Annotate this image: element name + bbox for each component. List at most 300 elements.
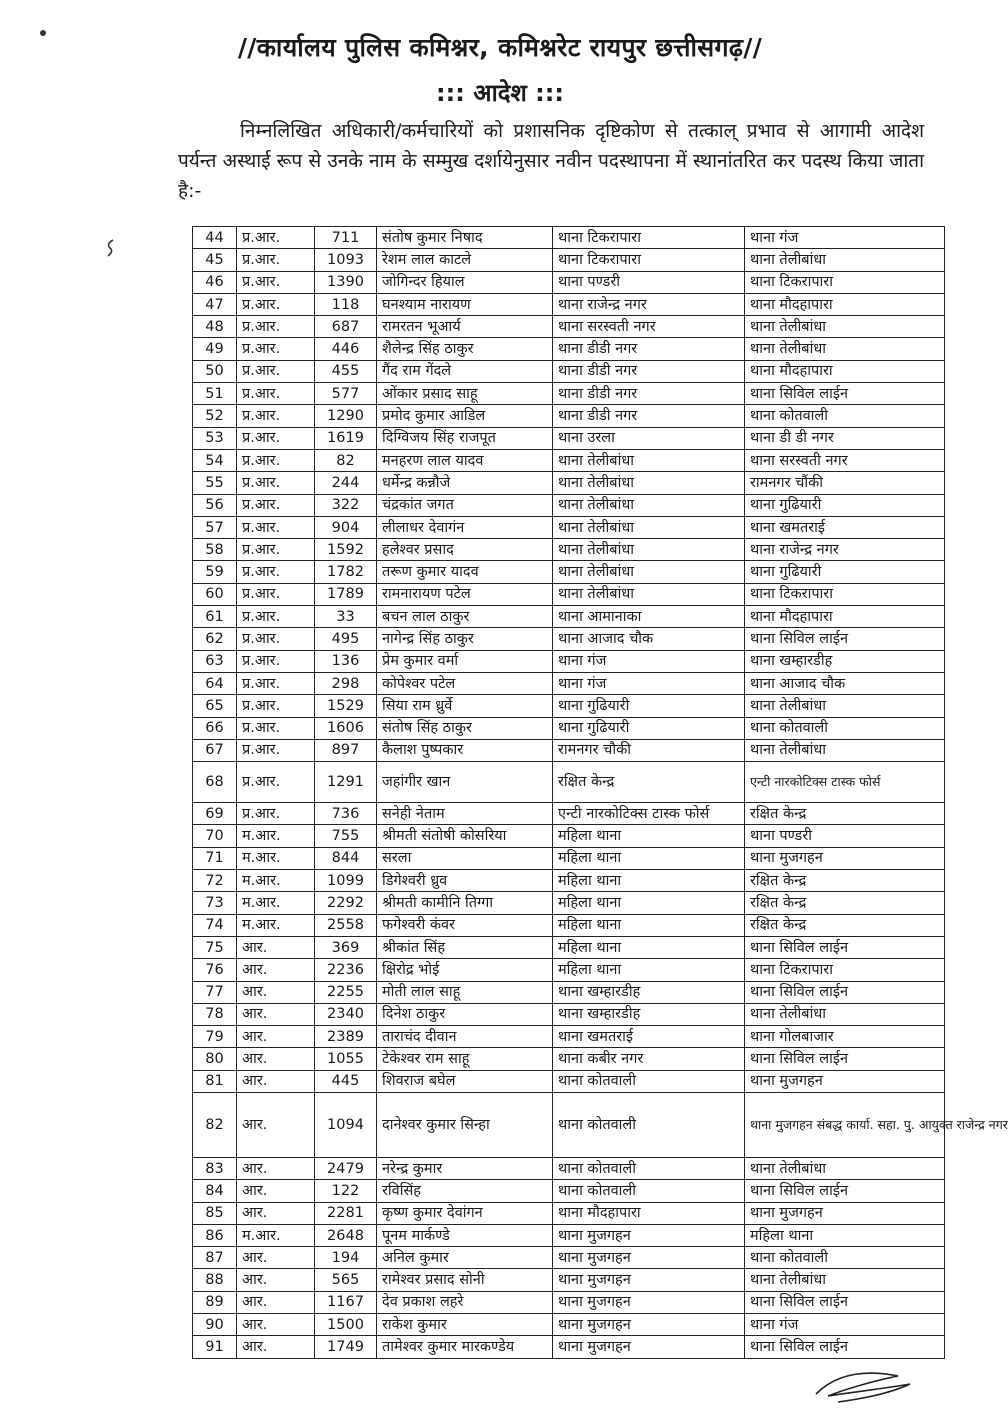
rank-cell: म.आर. [237, 870, 315, 892]
rank-cell: प्र.आर. [237, 650, 315, 672]
serial-number-cell: 67 [193, 739, 237, 761]
new-posting-cell: थाना सरस्वती नगर [745, 449, 945, 471]
table-row [193, 892, 945, 914]
employee-name-cell: कृष्ण कुमार देवांगन [377, 1202, 553, 1224]
rank-cell: म.आर. [237, 825, 315, 847]
serial-number-cell: 86 [193, 1224, 237, 1246]
employee-name-cell: हलेश्वर प्रसाद [377, 539, 553, 561]
new-posting-cell: थाना तेलीबांधा [745, 1269, 945, 1291]
table-row [193, 650, 945, 672]
rank-cell: आर. [237, 1003, 315, 1025]
new-posting-cell: थाना तेलीबांधा [745, 695, 945, 717]
badge-number-cell: 1167 [315, 1291, 377, 1313]
transfer-table [192, 226, 1008, 1359]
table-row [193, 762, 945, 803]
current-posting-cell: थाना गंज [553, 672, 745, 694]
rank-cell: प्र.आर. [237, 539, 315, 561]
rank-cell: प्र.आर. [237, 803, 315, 825]
employee-name-cell: प्रेम कुमार वर्मा [377, 650, 553, 672]
rank-cell: प्र.आर. [237, 695, 315, 717]
badge-number-cell: 2340 [315, 1003, 377, 1025]
current-posting-cell: थाना कोतवाली [553, 1070, 745, 1092]
table-row [193, 1026, 945, 1048]
serial-number-cell: 62 [193, 628, 237, 650]
rank-cell: आर. [237, 1314, 315, 1336]
table-row [193, 847, 945, 869]
badge-number-cell: 1094 [315, 1092, 377, 1157]
new-posting-cell: रक्षित केन्द्र [745, 914, 945, 936]
new-posting-cell: थाना पण्डरी [745, 825, 945, 847]
employee-name-cell: बचन लाल ठाकुर [377, 606, 553, 628]
rank-cell: आर. [237, 1202, 315, 1224]
table-row [193, 383, 945, 405]
serial-number-cell: 76 [193, 959, 237, 981]
new-posting-cell: थाना मौदहापारा [745, 606, 945, 628]
employee-name-cell: टेकेश्वर राम साहू [377, 1048, 553, 1070]
current-posting-cell: थाना कबीर नगर [553, 1048, 745, 1070]
current-posting-cell: थाना तेलीबांधा [553, 494, 745, 516]
rank-cell: प्र.आर. [237, 628, 315, 650]
badge-number-cell: 33 [315, 606, 377, 628]
rank-cell: प्र.आर. [237, 717, 315, 739]
current-posting-cell: महिला थाना [553, 936, 745, 958]
badge-number-cell: 844 [315, 847, 377, 869]
table-row [193, 360, 945, 382]
rank-cell: आर. [237, 1157, 315, 1179]
employee-name-cell: रामेश्वर प्रसाद सोनी [377, 1269, 553, 1291]
employee-name-cell: नागेन्द्र सिंह ठाकुर [377, 628, 553, 650]
current-posting-cell: थाना डीडी नगर [553, 360, 745, 382]
employee-name-cell: रामरतन भूआर्य [377, 316, 553, 338]
badge-number-cell: 136 [315, 650, 377, 672]
new-posting-cell: थाना खमतराई [745, 516, 945, 538]
badge-number-cell: 322 [315, 494, 377, 516]
badge-number-cell: 736 [315, 803, 377, 825]
serial-number-cell: 66 [193, 717, 237, 739]
employee-name-cell: सनेही नेताम [377, 803, 553, 825]
employee-name-cell: नरेन्द्र कुमार [377, 1157, 553, 1179]
table-row [193, 1291, 945, 1313]
rank-cell: आर. [237, 1180, 315, 1202]
table-row [193, 516, 945, 538]
employee-name-cell: सिया राम ध्रुर्वे [377, 695, 553, 717]
rank-cell: आर. [237, 981, 315, 1003]
current-posting-cell: थाना मुजगहन [553, 1269, 745, 1291]
badge-number-cell: 194 [315, 1247, 377, 1269]
serial-number-cell: 49 [193, 338, 237, 360]
new-posting-cell: थाना कोतवाली [745, 717, 945, 739]
current-posting-cell: एन्टी नारकोटिक्स टास्क फोर्स [553, 803, 745, 825]
employee-name-cell: कैलाश पुष्पकार [377, 739, 553, 761]
employee-name-cell: पूनम मार्कण्डे [377, 1224, 553, 1246]
employee-name-cell: श्रीमती कामीनि तिग्गा [377, 892, 553, 914]
rank-cell: प्र.आर. [237, 271, 315, 293]
serial-number-cell: 85 [193, 1202, 237, 1224]
serial-number-cell: 61 [193, 606, 237, 628]
employee-name-cell: ताराचंद दीवान [377, 1026, 553, 1048]
new-posting-cell: रक्षित केन्द्र [745, 892, 945, 914]
badge-number-cell: 1749 [315, 1336, 377, 1358]
employee-name-cell: जहांगीर खान [377, 762, 553, 803]
new-posting-cell: थाना सिविल लाईन [745, 1180, 945, 1202]
serial-number-cell: 51 [193, 383, 237, 405]
rank-cell: आर. [237, 1269, 315, 1291]
current-posting-cell: थाना तेलीबांधा [553, 583, 745, 605]
new-posting-cell: थाना सिविल लाईन [745, 1291, 945, 1313]
employee-name-cell: लीलाधर देवागंन [377, 516, 553, 538]
serial-number-cell: 58 [193, 539, 237, 561]
margin-mark [104, 238, 118, 258]
table-row [193, 825, 945, 847]
table-row [193, 628, 945, 650]
serial-number-cell: 68 [193, 762, 237, 803]
badge-number-cell: 1606 [315, 717, 377, 739]
current-posting-cell: थाना पण्डरी [553, 271, 745, 293]
employee-name-cell: जोगिन्दर हियाल [377, 271, 553, 293]
employee-name-cell: धर्मेन्द्र कन्नौजे [377, 472, 553, 494]
new-posting-cell: थाना मौदहापारा [745, 360, 945, 382]
current-posting-cell: थाना खम्हारडीह [553, 1003, 745, 1025]
employee-name-cell: दिग्विजय सिंह राजपूत [377, 427, 553, 449]
order-intro-paragraph: निम्नलिखित अधिकारी/कर्मचारियों को प्रशासनिक दृष्टिकोण से तत्काल् प्रभाव से आगामी आदेश पर्यन्त अस्थाई रूप से उनके नाम के सम्मुख दर्शायेनुसार नवीन पदस्थापना में स्थानांतरित कर पदस्थ किया जाता है:- [178, 120, 924, 202]
new-posting-cell: थाना मुजगहन संबद्ध कार्या. सहा. पु. आयुक्त राजेन्द्र नगर [745, 1092, 945, 1157]
current-posting-cell: महिला थाना [553, 870, 745, 892]
new-posting-cell: थाना तेलीबांधा [745, 338, 945, 360]
employee-name-cell: चंद्रकांत जगत [377, 494, 553, 516]
badge-number-cell: 1592 [315, 539, 377, 561]
current-posting-cell: थाना मुजगहन [553, 1314, 745, 1336]
serial-number-cell: 57 [193, 516, 237, 538]
current-posting-cell: महिला थाना [553, 825, 745, 847]
current-posting-cell: महिला थाना [553, 914, 745, 936]
current-posting-cell: थाना डीडी नगर [553, 383, 745, 405]
badge-number-cell: 2236 [315, 959, 377, 981]
new-posting-cell: थाना तेलीबांधा [745, 1003, 945, 1025]
new-posting-cell: थाना मुजगहन [745, 1070, 945, 1092]
current-posting-cell: थाना तेलीबांधा [553, 561, 745, 583]
badge-number-cell: 577 [315, 383, 377, 405]
serial-number-cell: 54 [193, 449, 237, 471]
employee-name-cell: रविसिंह [377, 1180, 553, 1202]
current-posting-cell: महिला थाना [553, 959, 745, 981]
table-row [193, 449, 945, 471]
new-posting-cell: थाना कोतवाली [745, 405, 945, 427]
current-posting-cell: थाना गुढियारी [553, 717, 745, 739]
table-row [193, 1314, 945, 1336]
employee-name-cell: संतोष सिंह ठाकुर [377, 717, 553, 739]
badge-number-cell: 495 [315, 628, 377, 650]
badge-number-cell: 711 [315, 227, 377, 249]
rank-cell: प्र.आर. [237, 672, 315, 694]
badge-number-cell: 1789 [315, 583, 377, 605]
current-posting-cell: थाना आमानाका [553, 606, 745, 628]
badge-number-cell: 687 [315, 316, 377, 338]
badge-number-cell: 1619 [315, 427, 377, 449]
office-header: //कार्यालय पुलिस कमिश्नर, कमिश्नरेट रायपुर छत्तीसगढ़// [237, 33, 763, 62]
serial-number-cell: 81 [193, 1070, 237, 1092]
current-posting-cell: थाना गुढियारी [553, 695, 745, 717]
current-posting-cell: थाना तेलीबांधा [553, 449, 745, 471]
badge-number-cell: 1055 [315, 1048, 377, 1070]
new-posting-cell: थाना डी डी नगर [745, 427, 945, 449]
employee-name-cell: कोपेश्वर पटेल [377, 672, 553, 694]
employee-name-cell: शैलेन्द्र सिंह ठाकुर [377, 338, 553, 360]
new-posting-cell: थाना टिकरापारा [745, 583, 945, 605]
new-posting-cell: रक्षित केन्द्र [745, 870, 945, 892]
employee-name-cell: रामनारायण पटेल [377, 583, 553, 605]
badge-number-cell: 122 [315, 1180, 377, 1202]
new-posting-cell: थाना सिविल लाईन [745, 383, 945, 405]
new-posting-cell: थाना मौदहापारा [745, 293, 945, 315]
current-posting-cell: थाना मुजगहन [553, 1224, 745, 1246]
current-posting-cell: थाना टिकरापारा [553, 227, 745, 249]
table-row [193, 583, 945, 605]
serial-number-cell: 74 [193, 914, 237, 936]
employee-name-cell: देव प्रकाश लहरे [377, 1291, 553, 1313]
badge-number-cell: 2558 [315, 914, 377, 936]
rank-cell: म.आर. [237, 847, 315, 869]
rank-cell: प्र.आर. [237, 249, 315, 271]
table-row [193, 1247, 945, 1269]
serial-number-cell: 71 [193, 847, 237, 869]
new-posting-cell: थाना टिकरापारा [745, 959, 945, 981]
serial-number-cell: 53 [193, 427, 237, 449]
badge-number-cell: 1500 [315, 1314, 377, 1336]
rank-cell: आर. [237, 1336, 315, 1358]
employee-name-cell: डिगेश्वरी ध्रुव [377, 870, 553, 892]
table-row [193, 427, 945, 449]
new-posting-cell: रक्षित केन्द्र [745, 803, 945, 825]
serial-number-cell: 80 [193, 1048, 237, 1070]
employee-name-cell: श्रीकांत सिंह [377, 936, 553, 958]
current-posting-cell: थाना राजेन्द्र नगर [553, 293, 745, 315]
current-posting-cell: थाना मुजगहन [553, 1336, 745, 1358]
current-posting-cell: थाना सरस्वती नगर [553, 316, 745, 338]
serial-number-cell: 48 [193, 316, 237, 338]
new-posting-cell: थाना कोतवाली [745, 1247, 945, 1269]
table-row [193, 959, 945, 981]
employee-name-cell: दानेश्वर कुमार सिन्हा [377, 1092, 553, 1157]
current-posting-cell: थाना खमतराई [553, 1026, 745, 1048]
rank-cell: प्र.आर. [237, 449, 315, 471]
serial-number-cell: 65 [193, 695, 237, 717]
badge-number-cell: 118 [315, 293, 377, 315]
current-posting-cell: थाना डीडी नगर [553, 405, 745, 427]
new-posting-cell: थाना सिविल लाईन [745, 1048, 945, 1070]
serial-number-cell: 87 [193, 1247, 237, 1269]
serial-number-cell: 82 [193, 1092, 237, 1157]
badge-number-cell: 2479 [315, 1157, 377, 1179]
table-row [193, 494, 945, 516]
employee-name-cell: क्षिरोद्र भोई [377, 959, 553, 981]
new-posting-cell: रामनगर चौंकी [745, 472, 945, 494]
badge-number-cell: 2255 [315, 981, 377, 1003]
serial-number-cell: 84 [193, 1180, 237, 1202]
rank-cell: आर. [237, 1026, 315, 1048]
current-posting-cell: थाना उरला [553, 427, 745, 449]
table-row [193, 293, 945, 315]
rank-cell: प्र.आर. [237, 227, 315, 249]
badge-number-cell: 446 [315, 338, 377, 360]
table-row [193, 672, 945, 694]
rank-cell: प्र.आर. [237, 583, 315, 605]
badge-number-cell: 1099 [315, 870, 377, 892]
current-posting-cell: थाना कोतवाली [553, 1092, 745, 1157]
serial-number-cell: 77 [193, 981, 237, 1003]
rank-cell: म.आर. [237, 1224, 315, 1246]
table-row [193, 316, 945, 338]
rank-cell: प्र.आर. [237, 494, 315, 516]
rank-cell: आर. [237, 959, 315, 981]
serial-number-cell: 79 [193, 1026, 237, 1048]
current-posting-cell: रामनगर चौकी [553, 739, 745, 761]
table-row [193, 1180, 945, 1202]
new-posting-cell: थाना तेलीबांधा [745, 316, 945, 338]
new-posting-cell: थाना मुजगहन [745, 1202, 945, 1224]
rank-cell: म.आर. [237, 892, 315, 914]
table-row [193, 561, 945, 583]
table-row [193, 606, 945, 628]
serial-number-cell: 59 [193, 561, 237, 583]
table-row [193, 271, 945, 293]
new-posting-cell: थाना गोलबाजार [745, 1026, 945, 1048]
table-row [193, 1157, 945, 1179]
table-row [193, 405, 945, 427]
badge-number-cell: 2281 [315, 1202, 377, 1224]
badge-number-cell: 445 [315, 1070, 377, 1092]
serial-number-cell: 56 [193, 494, 237, 516]
table-row [193, 472, 945, 494]
table-row [193, 249, 945, 271]
employee-name-cell: दिनेश ठाकुर [377, 1003, 553, 1025]
serial-number-cell: 63 [193, 650, 237, 672]
rank-cell: आर. [237, 1092, 315, 1157]
employee-name-cell: रेशम लाल काटले [377, 249, 553, 271]
new-posting-cell: थाना सिविल लाईन [745, 936, 945, 958]
serial-number-cell: 83 [193, 1157, 237, 1179]
current-posting-cell: थाना तेलीबांधा [553, 539, 745, 561]
rank-cell: प्र.आर. [237, 516, 315, 538]
current-posting-cell: थाना आजाद चौक [553, 628, 745, 650]
serial-number-cell: 46 [193, 271, 237, 293]
serial-number-cell: 45 [193, 249, 237, 271]
signature [808, 1366, 918, 1406]
badge-number-cell: 1390 [315, 271, 377, 293]
serial-number-cell: 72 [193, 870, 237, 892]
rank-cell: प्र.आर. [237, 383, 315, 405]
current-posting-cell: महिला थाना [553, 892, 745, 914]
table-row [193, 227, 945, 249]
badge-number-cell: 755 [315, 825, 377, 847]
rank-cell: प्र.आर. [237, 338, 315, 360]
table-row [193, 1070, 945, 1092]
rank-cell: प्र.आर. [237, 316, 315, 338]
current-posting-cell: थाना डीडी नगर [553, 338, 745, 360]
serial-number-cell: 90 [193, 1314, 237, 1336]
rank-cell: आर. [237, 1247, 315, 1269]
serial-number-cell: 64 [193, 672, 237, 694]
rank-cell: आर. [237, 1048, 315, 1070]
badge-number-cell: 298 [315, 672, 377, 694]
badge-number-cell: 904 [315, 516, 377, 538]
badge-number-cell: 1529 [315, 695, 377, 717]
current-posting-cell: थाना तेलीबांधा [553, 472, 745, 494]
new-posting-cell: थाना गंज [745, 1314, 945, 1336]
badge-number-cell: 2292 [315, 892, 377, 914]
new-posting-cell: थाना सिविल लाईन [745, 981, 945, 1003]
rank-cell: आर. [237, 1070, 315, 1092]
table-row [193, 803, 945, 825]
rank-cell: प्र.आर. [237, 472, 315, 494]
table-row [193, 739, 945, 761]
new-posting-cell: थाना गंज [745, 227, 945, 249]
table-row [193, 717, 945, 739]
badge-number-cell: 565 [315, 1269, 377, 1291]
table-row [193, 539, 945, 561]
table-row [193, 1269, 945, 1291]
new-posting-cell: थाना तेलीबांधा [745, 1157, 945, 1179]
rank-cell: प्र.आर. [237, 360, 315, 382]
badge-number-cell: 1291 [315, 762, 377, 803]
employee-name-cell: राकेश कुमार [377, 1314, 553, 1336]
badge-number-cell: 244 [315, 472, 377, 494]
employee-name-cell: श्रीमती संतोषी कोसरिया [377, 825, 553, 847]
new-posting-cell: थाना सिविल लाईन [745, 628, 945, 650]
serial-number-cell: 70 [193, 825, 237, 847]
serial-number-cell: 78 [193, 1003, 237, 1025]
new-posting-cell: थाना राजेन्द्र नगर [745, 539, 945, 561]
serial-number-cell: 89 [193, 1291, 237, 1313]
badge-number-cell: 455 [315, 360, 377, 382]
employee-name-cell: मोती लाल साहू [377, 981, 553, 1003]
table-row [193, 1003, 945, 1025]
rank-cell: प्र.आर. [237, 427, 315, 449]
rank-cell: प्र.आर. [237, 405, 315, 427]
current-posting-cell: थाना मुजगहन [553, 1247, 745, 1269]
rank-cell: प्र.आर. [237, 606, 315, 628]
new-posting-cell: थाना गुढियारी [745, 494, 945, 516]
badge-number-cell: 2648 [315, 1224, 377, 1246]
serial-number-cell: 44 [193, 227, 237, 249]
employee-name-cell: सरला [377, 847, 553, 869]
serial-number-cell: 47 [193, 293, 237, 315]
current-posting-cell: थाना खम्हारडीह [553, 981, 745, 1003]
employee-name-cell: मनहरण लाल यादव [377, 449, 553, 471]
new-posting-cell: महिला थाना [745, 1224, 945, 1246]
current-posting-cell: थाना टिकरापारा [553, 249, 745, 271]
new-posting-cell: थाना सिविल लाईन [745, 1336, 945, 1358]
current-posting-cell: थाना मौदहापारा [553, 1202, 745, 1224]
serial-number-cell: 88 [193, 1269, 237, 1291]
new-posting-cell: थाना तेलीबांधा [745, 739, 945, 761]
employee-name-cell: अनिल कुमार [377, 1247, 553, 1269]
employee-name-cell: ओंकार प्रसाद साहू [377, 383, 553, 405]
rank-cell: प्र.आर. [237, 762, 315, 803]
serial-number-cell: 73 [193, 892, 237, 914]
badge-number-cell: 82 [315, 449, 377, 471]
order-title: ::: आदेश ::: [436, 79, 564, 107]
table-row [193, 1202, 945, 1224]
rank-cell: प्र.आर. [237, 739, 315, 761]
table-row [193, 1092, 945, 1157]
serial-number-cell: 52 [193, 405, 237, 427]
table-row [193, 1336, 945, 1358]
table-row [193, 936, 945, 958]
employee-name-cell: तामेश्वर कुमार मारकण्डेय [377, 1336, 553, 1358]
employee-name-cell: संतोष कुमार निषाद [377, 227, 553, 249]
employee-name-cell: शिवराज बघेल [377, 1070, 553, 1092]
serial-number-cell: 55 [193, 472, 237, 494]
